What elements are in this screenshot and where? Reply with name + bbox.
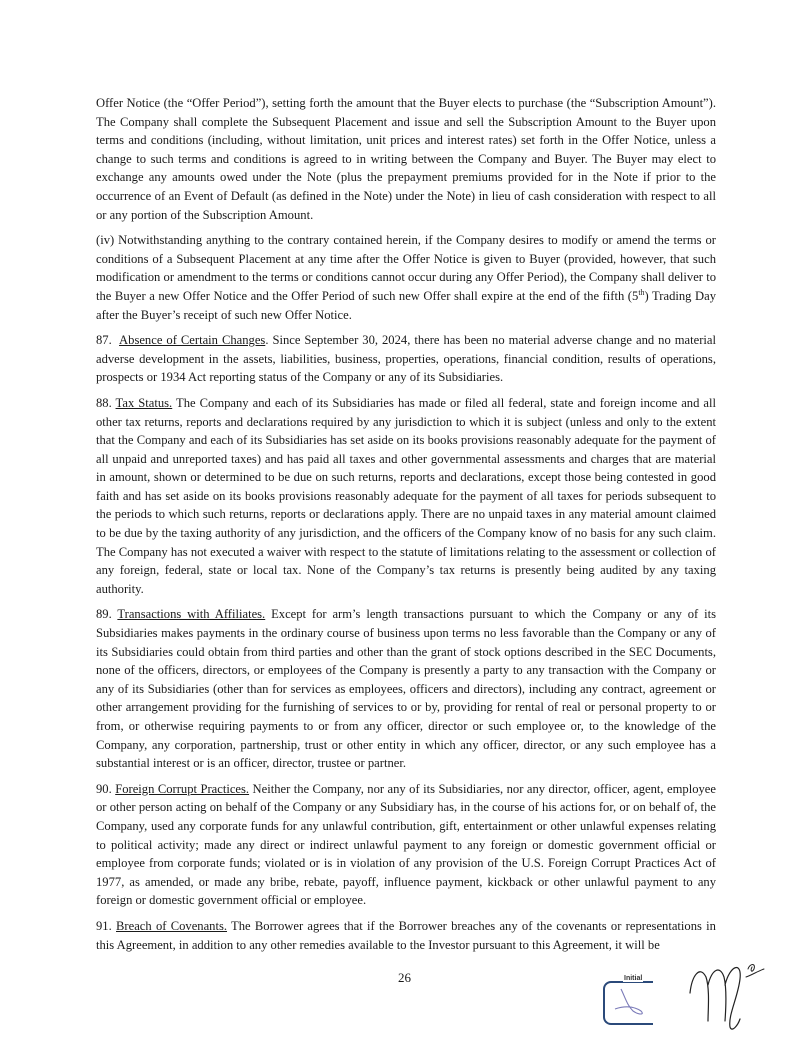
section-number: 87. bbox=[96, 333, 112, 348]
section-89 bbox=[96, 605, 716, 772]
section-91 bbox=[96, 917, 716, 954]
section-heading: Foreign Corrupt Practices. bbox=[115, 781, 250, 796]
section-number: 89. bbox=[96, 607, 112, 622]
ordinal-superscript: th bbox=[638, 287, 645, 297]
section-body: Neither the Company, nor any of its Subsidiaries, nor any director, officer, agent, employee or other person acting on behalf of the Company or any Subsidiary has, in the course of his actions for, or on behalf of, the Company, used any corporate funds for any unlawful contribution, gift, entertainment or other unlawful expenses relating to political activity; made any direct or indirect unlawful payment to any foreign or domestic government official or employee from corporate funds; violated or is in violation of any provision of the U.S. Foreign Corrupt Practices Act of 1977, as amended, or made any bribe, rebate, payoff, influence payment, kickback or other unlawful payment to any foreign or domestic government official or employee. bbox=[96, 781, 716, 908]
section-heading: Tax Status. bbox=[115, 395, 173, 410]
signature-icon bbox=[684, 955, 794, 1035]
section-body: The Company and each of its Subsidiaries has made or filed all federal, state and foreign income and all other tax returns, reports and declarations required by any jurisdiction to which it is subject (unless and only to the extent that the Company and each of its Subsidiaries has set aside on its books provisions reasonably adequate for the payment of all unpaid and unreported taxes) and has paid all taxes and other governmental assessments and charges that are material in amount, shown or determined to be due on such returns, reports and declarations, except those being contested in good faith and has set aside on its books provisions reasonably adequate for the payment of all taxes for periods subsequent to the periods to which such returns, reports or declarations apply. There are no unpaid taxes in any material amount claimed to be due by the taxing authority of any jurisdiction, and the officers of the Company know of no basis for any such claim. The Company has not executed a waiver with respect to the statute of limitations relating to the assessment or collection of any foreign, federal, state or local tax. None of the Company’s tax returns is presently being audited by any taxing authority. bbox=[96, 395, 716, 596]
section-body: The Borrower agrees that if the Borrower breaches any of the covenants or representations in this Agreement, in addition to any other remedies available to the Investor pursuant to this Agreement, it will be bbox=[96, 918, 716, 952]
section-heading: Absence of Certain Changes bbox=[119, 333, 266, 348]
paragraph-clause-iv bbox=[96, 231, 716, 324]
section-88 bbox=[96, 394, 716, 599]
initial-stamp bbox=[603, 975, 655, 1023]
section-number: 88. bbox=[96, 395, 112, 410]
initial-stamp-label: Initial bbox=[624, 975, 643, 982]
section-body: . Since September 30, 2024, there has been no material adverse change and no material adverse development in the assets, liabilities, business, properties, operations, financial condition, results of operations, prospects or 1934 Act reporting status of the Company or any of its Subsidiaries. bbox=[96, 333, 716, 385]
section-90 bbox=[96, 780, 716, 910]
paragraph-offer-continuation: Offer Notice (the “Offer Period”), setting forth the amount that the Buyer elects to purchase (the “Subscription Amount”). The Company shall complete the Subsequent Placement and issue and sell the Subscription Amount to the Buyer upon terms and conditions (including, without limitation, unit prices and interest rates) set forth in the Offer Notice, unless a change to such terms and conditions is agreed to in writing between the Company and Buyer. The Buyer may elect to exchange any amounts owed under the Note (plus the prepayment premiums provided for in the Note if prior to the occurrence of an Event of Default (as defined in the Note) under the Note) in lieu of cash consideration with respect to all or any portion of the Subscription Amount. bbox=[96, 96, 716, 222]
clause-iv-text-end: ) Trading Day after the Buyer’s receipt of such new Offer Notice. bbox=[96, 288, 717, 322]
section-heading: Transactions with Affiliates. bbox=[117, 607, 266, 622]
section-heading: Breach of Covenants. bbox=[116, 918, 228, 933]
initial-scribble-icon bbox=[611, 985, 653, 1019]
clause-iv-text: (iv) Notwithstanding anything to the contrary contained herein, if the Company desires to modify or amend the terms or conditions of a Subsequent Placement at any time after the Offer Notice is given to Buyer (provided, however, that such modification or amendment to the terms or conditions cannot occur during any Offer Period), the Company shall deliver to the Buyer a new Offer Notice and the Offer Period of such new Offer shall expire at the end of the fifth (5 bbox=[96, 233, 716, 303]
page-number: 26 bbox=[398, 970, 411, 985]
section-body: Except for arm’s length transactions pursuant to which the Company or any of its Subsidiaries makes payments in the ordinary course of business upon terms no less favorable than the Company or any of its Subsidiaries could obtain from third parties and other than the grant of stock options described in the SEC Documents, none of the officers, directors, or employees of the Company is presently a party to any transaction with the Company or any of its Subsidiaries (other than for services as employees, officers and directors), including any contract, agreement or other arrangement providing for the furnishing of services to or by, providing for rental of real or personal property to or from, or otherwise requiring payments to or from any officer, director or such employee or, to the knowledge of the Company, any corporation, partnership, trust or other entity in which any officer, director, or any such employee has a substantial interest or is an officer, director, trustee or partner. bbox=[96, 607, 716, 771]
section-number: 90. bbox=[96, 781, 112, 796]
document-page bbox=[96, 94, 716, 961]
section-87 bbox=[96, 331, 716, 387]
section-number: 91. bbox=[96, 918, 112, 933]
